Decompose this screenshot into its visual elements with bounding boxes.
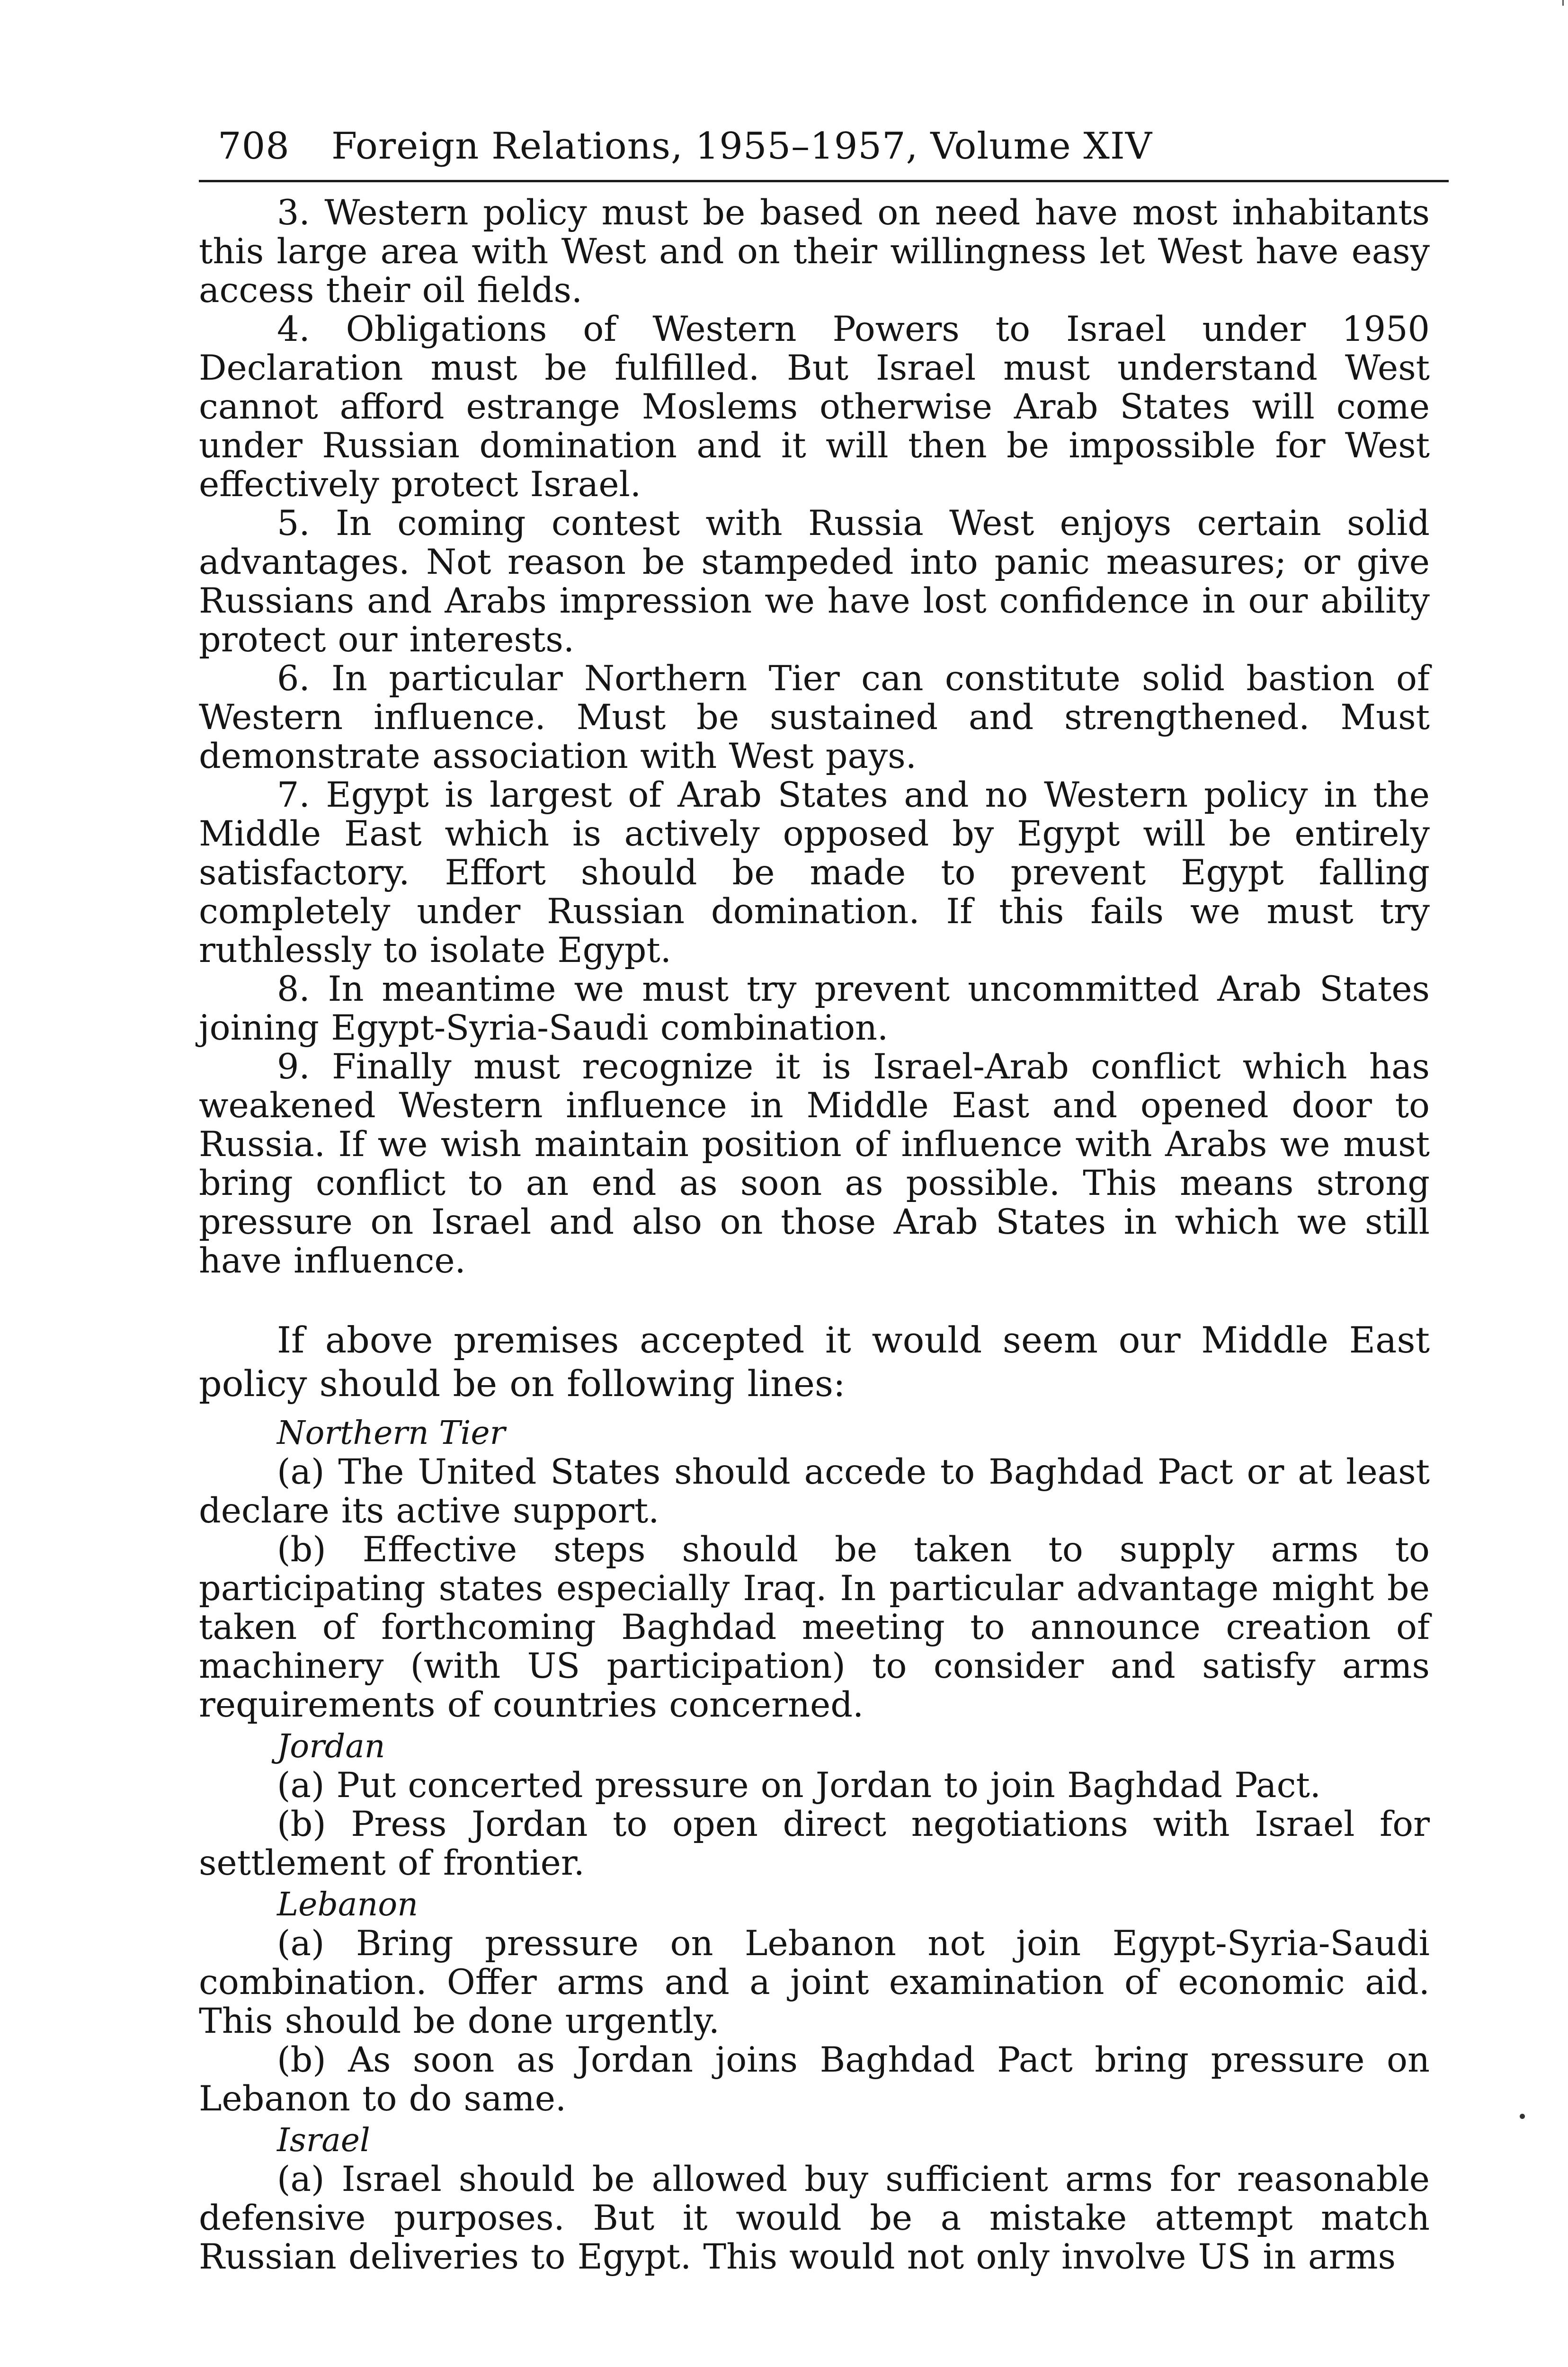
point-4: 4. Obligations of Western Powers to Israel under 1950 Declaration must be fulfilled. But Israel must understand West cannot afford estrange Moslems otherwise Arab States will come under Russian domination and it will then be impossible for West effectively protect Israel. xyxy=(199,309,1430,505)
page-number: 708 xyxy=(218,125,290,168)
israel-item-a: (a) Israel should be allowed buy sufficient arms for reasonable defensive purposes. But it would be a mistake attempt match Russian deliveries to Egypt. This would not only involve US in arms xyxy=(199,2159,1430,2277)
jordan-item-a: (a) Put concerted pressure on Jordan to join Baghdad Pact. xyxy=(277,1765,1321,1806)
heading-jordan: Jordan xyxy=(277,1728,385,1765)
document-body xyxy=(199,194,1430,2277)
lebanon-item-a: (a) Bring pressure on Lebanon not join Egypt-Syria-Saudi combination. Offer arms and a joint examination of economic aid. This should be done urgently. xyxy=(199,1923,1430,2041)
running-head: Foreign Relations, 1955–1957, Volume XIV xyxy=(331,125,1153,168)
heading-lebanon: Lebanon xyxy=(277,1886,418,1923)
point-5: 5. In coming contest with Russia West enjoys certain solid advantages. Not reason be stampeded into panic measures; or give Russians and Arabs impression we have lost confidence in our ability protect our interests. xyxy=(199,503,1430,660)
northern-tier-item-b: (b) Effective steps should be taken to supply arms to participating states especially Iraq. In particular advantage might be taken of forthcoming Baghdad meeting to announce creation of machinery (with US participation) to consider and satisfy arms requirements of countries concerned. xyxy=(199,1530,1430,1725)
point-8: 8. In meantime we must try prevent uncommitted Arab States joining Egypt-Syria-Saudi combination. xyxy=(199,969,1430,1048)
point-3: 3. Western policy must be based on need have most inhabitants this large area with West and on their willingness let West have easy access their oil fields. xyxy=(199,193,1430,311)
paragraph-gap xyxy=(199,1281,1430,1318)
margin-dot xyxy=(1520,2114,1525,2119)
heading-northern-tier: Northern Tier xyxy=(277,1415,506,1452)
page-header xyxy=(199,114,1449,182)
northern-tier-item-a: (a) The United States should accede to Baghdad Pact or at least declare its active support. xyxy=(199,1452,1430,1531)
point-6: 6. In particular Northern Tier can constitute solid bastion of Western influence. Must be sustained and strengthened. Must demonstrate association with West pays. xyxy=(199,658,1430,776)
point-7: 7. Egypt is largest of Arab States and no Western policy in the Middle East which is actively opposed by Egypt will be entirely satisfactory. Effort should be made to prevent Egypt falling completely under Russian domination. If this fails we must try ruthlessly to isolate Egypt. xyxy=(199,775,1430,970)
edge-mark xyxy=(1562,0,1564,6)
lebanon-item-b: (b) As soon as Jordan joins Baghdad Pact bring pressure on Lebanon to do same. xyxy=(199,2040,1430,2119)
jordan-item-b: (b) Press Jordan to open direct negotiations with Israel for settlement of frontier. xyxy=(199,1804,1430,1883)
point-9: 9. Finally must recognize it is Israel-Arab conflict which has weakened Western influence in Middle East and opened door to Russia. If we wish maintain position of influence with Arabs we must bring conflict to an end as soon as possible. This means strong pressure on Israel and also on those Arab States in which we still have influence. xyxy=(199,1047,1430,1281)
policy-intro: If above premises accepted it would seem our Middle East policy should be on following lines: xyxy=(199,1319,1430,1405)
heading-israel: Israel xyxy=(277,2122,370,2159)
document-page xyxy=(199,114,1430,2277)
